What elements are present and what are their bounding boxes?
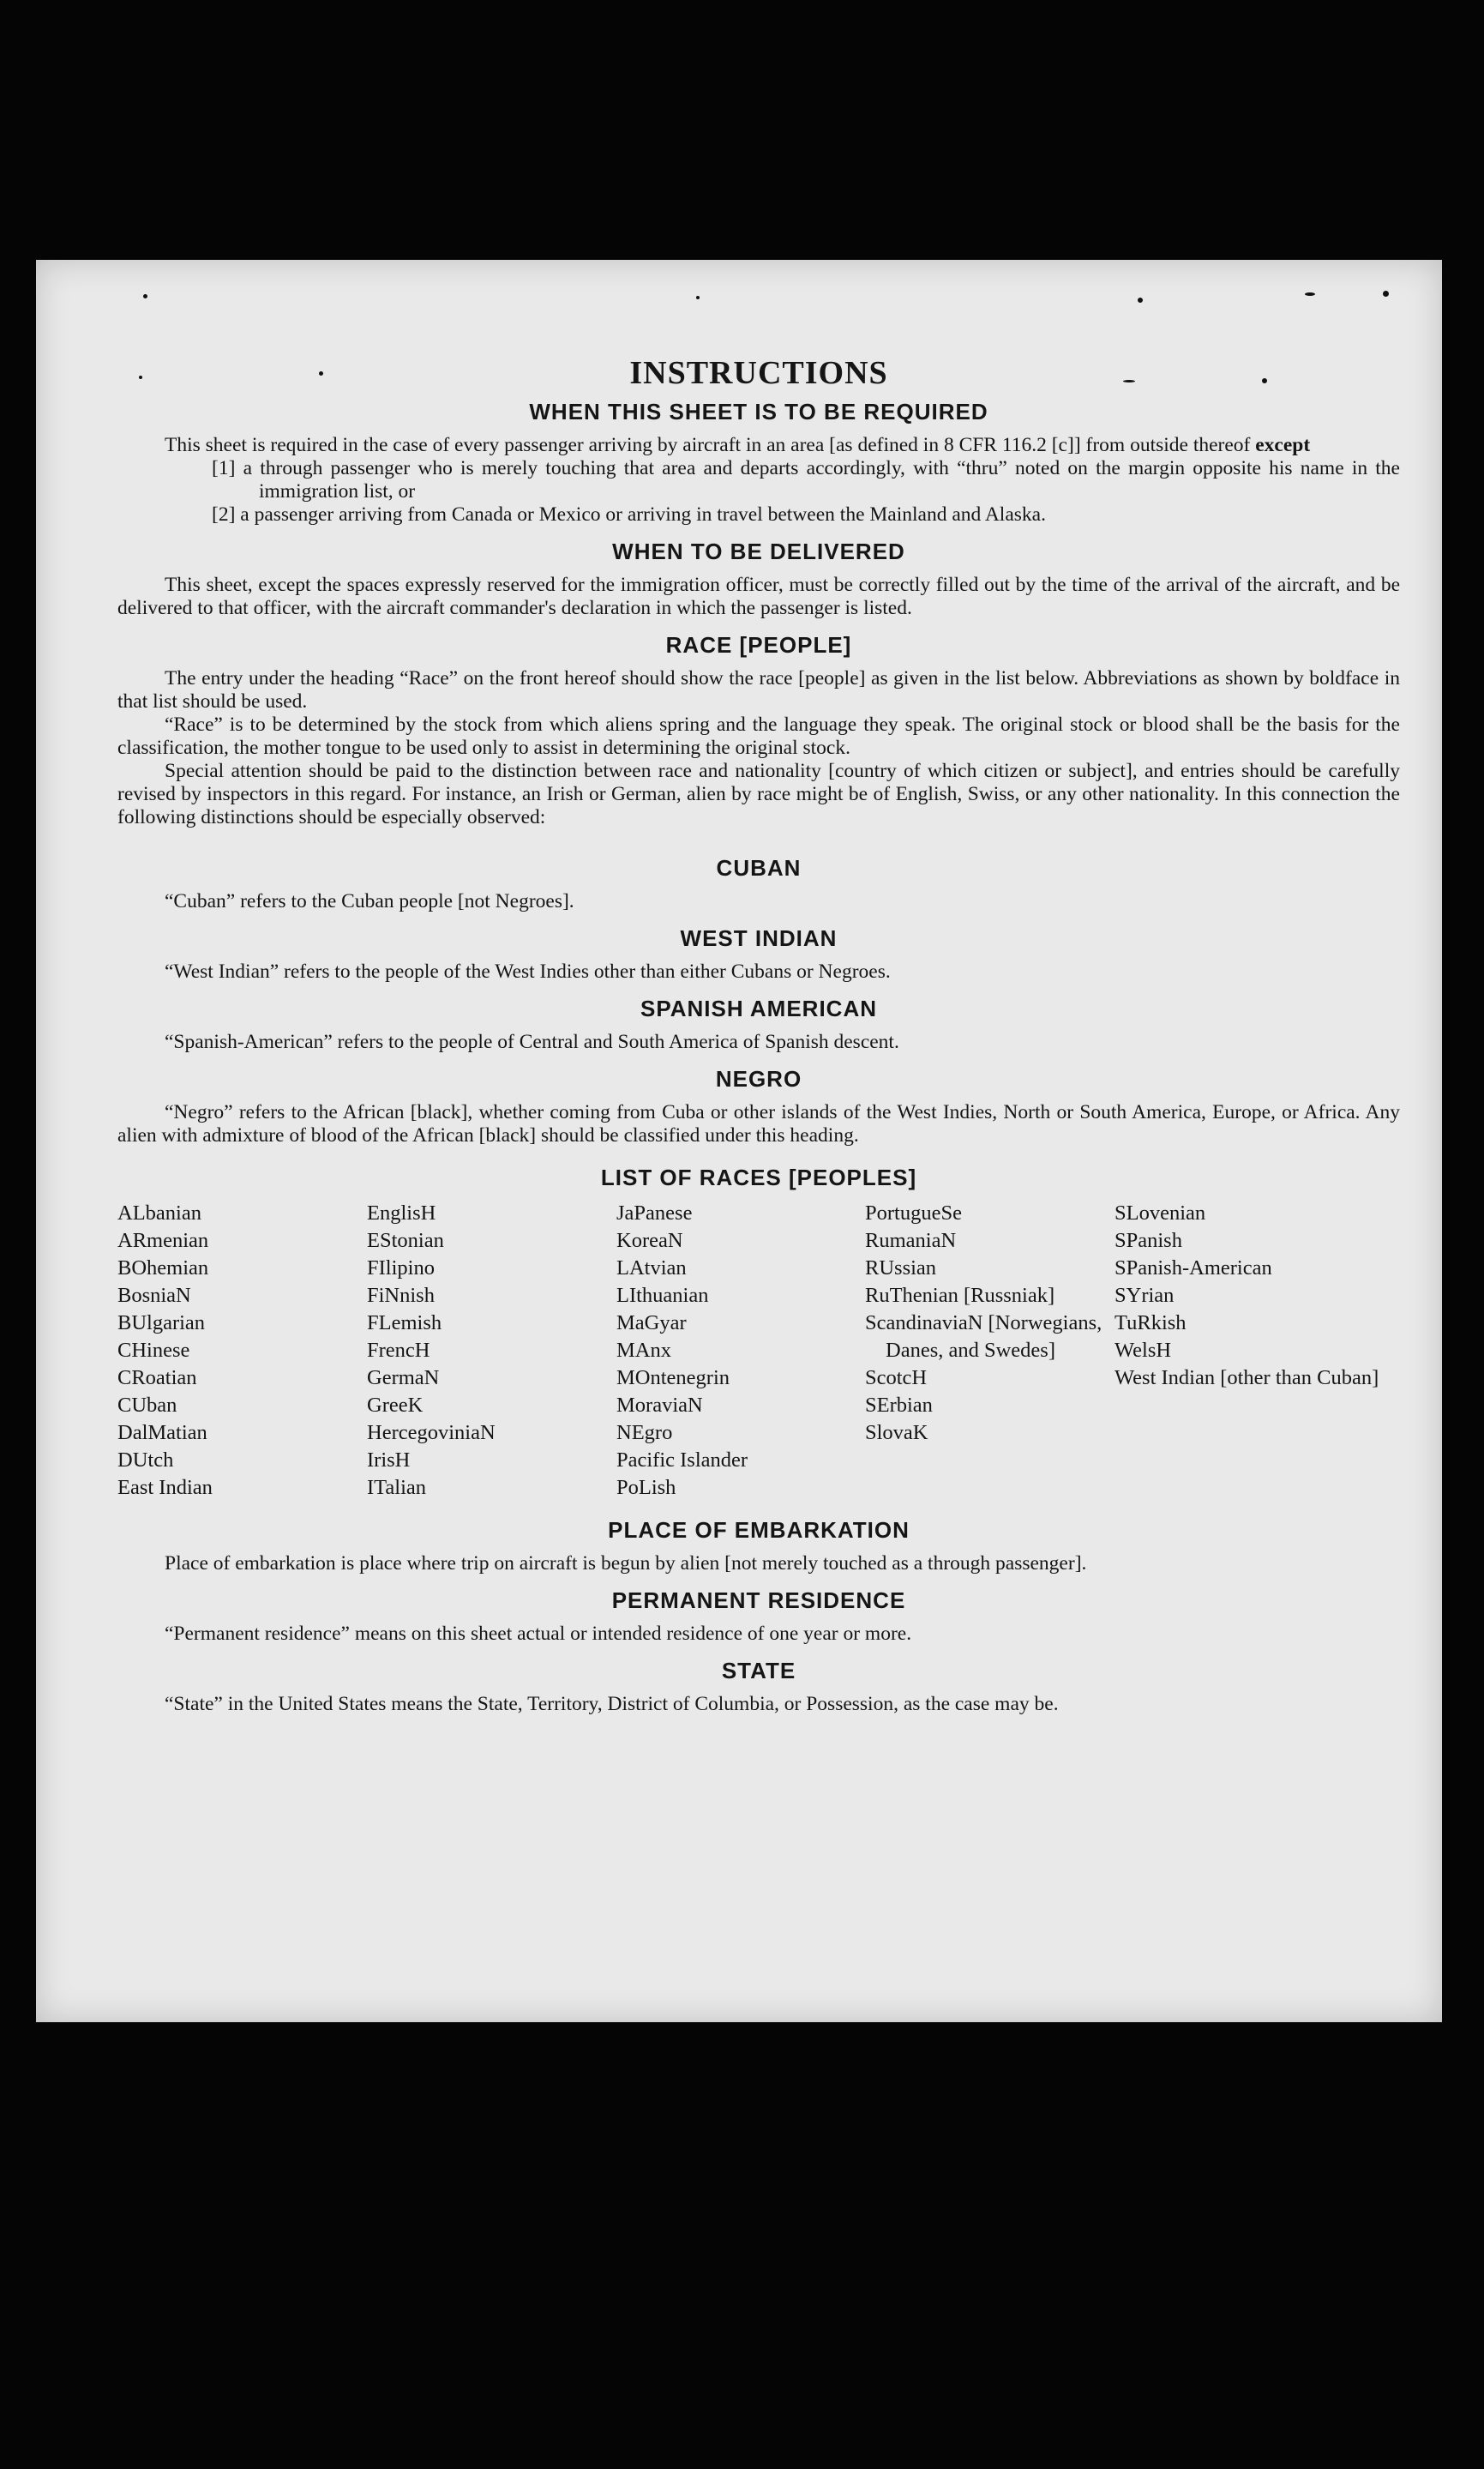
heading-negro: NEGRO bbox=[715, 1066, 802, 1092]
race-item: BosniaN bbox=[117, 1284, 191, 1307]
race-item: GreeK bbox=[367, 1394, 424, 1417]
race-item: HercegoviniaN bbox=[367, 1421, 496, 1444]
paragraph-race-2: “Race” is to be determined by the stock from which aliens spring and the language they speak. The original stock or blood shall be the basis for the classification, the mother tongue to be used only to assist in determining the original stock. bbox=[117, 714, 1400, 759]
race-item: GermaN bbox=[367, 1366, 440, 1389]
race-item: CUban bbox=[117, 1394, 177, 1417]
list-item-canada-mexico: [2] a passenger arriving from Canada or Mexico or arriving in travel between the Mainland and Alaska. bbox=[212, 503, 1046, 526]
race-item: FLemish bbox=[367, 1311, 442, 1334]
race-item: PortugueSe bbox=[865, 1201, 962, 1225]
instructions-content bbox=[117, 354, 1400, 1716]
race-item: BUlgarian bbox=[117, 1311, 206, 1334]
heading-west-indian: WEST INDIAN bbox=[680, 925, 838, 951]
race-item: RumaniaN bbox=[865, 1229, 957, 1252]
race-item: LAtvian bbox=[616, 1256, 687, 1280]
paragraph-spanish-american: “Spanish-American” refers to the people of Central and South America of Spanish descent. bbox=[165, 1031, 899, 1053]
race-item: RuThenian [Russniak] bbox=[865, 1284, 1055, 1307]
race-item: PoLish bbox=[616, 1476, 676, 1499]
heading-permanent-residence: PERMANENT RESIDENCE bbox=[611, 1587, 906, 1613]
race-item: West Indian [other than Cuban] bbox=[1115, 1366, 1379, 1389]
races-column-5 bbox=[1115, 1200, 1389, 1502]
paragraph-race-1: The entry under the heading “Race” on the front hereof should show the race [people] as given in the list below. Abbreviations as shown by boldface in that list should be used. bbox=[117, 667, 1400, 713]
paragraph-negro: “Negro” refers to the African [black], whether coming from Cuba or other islands of the West Indies, North or South America, Europe, or Africa. Any alien with admixture of blood of the African [black] should be classified under this heading. bbox=[117, 1101, 1400, 1147]
races-column-1 bbox=[117, 1200, 367, 1502]
heading-when-delivered: WHEN TO BE DELIVERED bbox=[612, 539, 905, 564]
race-item: DUtch bbox=[117, 1448, 174, 1472]
list-item-through-passenger: [1] a through passenger who is merely touching that area and departs accordingly, with “thru” noted on the margin opposite his name in the immigration list, or bbox=[212, 457, 1400, 503]
race-item: CHinese bbox=[117, 1339, 190, 1362]
race-item: CRoatian bbox=[117, 1366, 197, 1389]
paragraph-state: “State” in the United States means the State, Territory, District of Columbia, or Possession, as the case may be. bbox=[165, 1693, 1059, 1715]
race-item: IrisH bbox=[367, 1448, 411, 1472]
heading-place-of-embarkation: PLACE OF EMBARKATION bbox=[608, 1517, 910, 1543]
races-column-4 bbox=[865, 1200, 1115, 1502]
race-item: MOntenegrin bbox=[616, 1366, 730, 1389]
page-title: INSTRUCTIONS bbox=[629, 355, 888, 391]
race-item: FIlipino bbox=[367, 1256, 435, 1280]
race-item: ALbanian bbox=[117, 1201, 201, 1225]
race-item: MoraviaN bbox=[616, 1394, 703, 1417]
race-item: ARmenian bbox=[117, 1229, 209, 1252]
race-item: EStonian bbox=[367, 1229, 444, 1252]
race-item: EnglisH bbox=[367, 1201, 436, 1225]
race-item: SYrian bbox=[1115, 1284, 1175, 1307]
race-item: SlovaK bbox=[865, 1421, 928, 1444]
races-column-3 bbox=[616, 1200, 865, 1502]
heading-list-of-races: LIST OF RACES [PEOPLES] bbox=[600, 1165, 917, 1190]
race-item: ScandinaviaN [Norwegians, Danes, and Swedes] bbox=[865, 1311, 1102, 1362]
paragraph-embarkation: Place of embarkation is place where trip on aircraft is begun by alien [not merely touched as a through passenger]. bbox=[165, 1552, 1087, 1575]
paragraph-required-intro bbox=[117, 434, 1400, 457]
race-item: MAnx bbox=[616, 1339, 671, 1362]
race-item: ScotcH bbox=[865, 1366, 928, 1389]
race-item: RUssian bbox=[865, 1256, 937, 1280]
race-item: WelsH bbox=[1115, 1339, 1172, 1362]
race-item: KoreaN bbox=[616, 1229, 683, 1252]
heading-spanish-american: SPANISH AMERICAN bbox=[640, 996, 877, 1021]
race-item: SErbian bbox=[865, 1394, 933, 1417]
heading-cuban: CUBAN bbox=[716, 855, 802, 881]
race-item: FrencH bbox=[367, 1339, 430, 1362]
race-item: JaPanese bbox=[616, 1201, 693, 1225]
race-item: NEgro bbox=[616, 1421, 673, 1444]
race-item: LIthuanian bbox=[616, 1284, 709, 1307]
race-item: BOhemian bbox=[117, 1256, 209, 1280]
heading-race: RACE [PEOPLE] bbox=[665, 632, 852, 658]
race-item: SPanish-American bbox=[1115, 1256, 1272, 1280]
race-item: DalMatian bbox=[117, 1421, 207, 1444]
race-item: SPanish bbox=[1115, 1229, 1182, 1252]
races-column-2 bbox=[367, 1200, 616, 1502]
race-item: SLovenian bbox=[1115, 1201, 1206, 1225]
race-item: MaGyar bbox=[616, 1311, 687, 1334]
race-item: East Indian bbox=[117, 1476, 213, 1499]
paragraph-west-indian: “West Indian” refers to the people of the West Indies other than either Cubans or Negroes. bbox=[165, 961, 891, 983]
required-intro-text: This sheet is required in the case of every passenger arriving by aircraft in an area [as defined in 8 CFR 116.2 [c]] from outside thereof bbox=[165, 434, 1256, 456]
races-list bbox=[117, 1200, 1400, 1502]
paragraph-delivered: This sheet, except the spaces expressly reserved for the immigration officer, must be correctly filled out by the time of the arrival of the aircraft, and be delivered to that officer, with the aircraft commander's declaration in which the passenger is listed. bbox=[117, 574, 1400, 619]
paragraph-residence: “Permanent residence” means on this sheet actual or intended residence of one year or more. bbox=[165, 1623, 912, 1645]
required-intro-except: except bbox=[1255, 434, 1311, 456]
paragraph-race-3: Special attention should be paid to the distinction between race and nationality [country of which citizen or subject], and entries should be carefully revised by inspectors in this regard. For instance, an Irish or German, alien by race might be of English, Swiss, or any other nationality. In this connection the following distinctions should be especially observed: bbox=[117, 760, 1400, 828]
heading-when-required: WHEN THIS SHEET IS TO BE REQUIRED bbox=[529, 399, 988, 425]
race-item: TuRkish bbox=[1115, 1311, 1187, 1334]
race-item: FiNnish bbox=[367, 1284, 435, 1307]
document-sheet bbox=[36, 260, 1442, 2022]
race-item: Pacific Islander bbox=[616, 1448, 748, 1472]
paragraph-cuban: “Cuban” refers to the Cuban people [not Negroes]. bbox=[165, 890, 574, 912]
heading-state: STATE bbox=[721, 1658, 796, 1683]
race-item: ITalian bbox=[367, 1476, 427, 1499]
